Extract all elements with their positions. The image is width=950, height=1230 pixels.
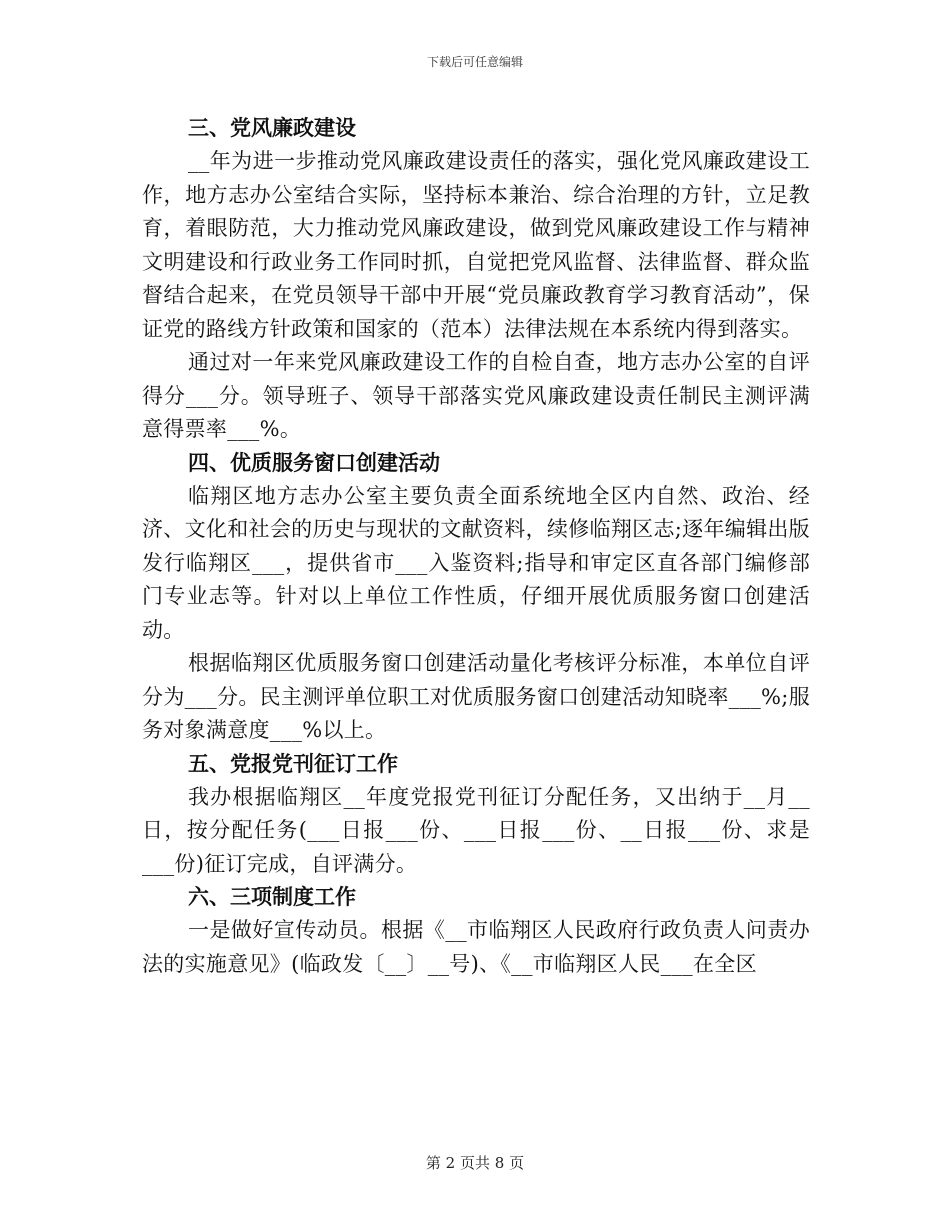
section-heading-4: 四、优质服务窗口创建活动 xyxy=(188,450,440,475)
section-heading-3: 三、党风廉政建设 xyxy=(188,116,356,140)
section-heading-5: 五、党报党刊征订工作 xyxy=(188,751,398,776)
document-body xyxy=(142,112,810,981)
section-3-paragraph-2: 通过对一年来党风廉政建设工作的自检自查，地方志办公室的自评得分___分。领导班子、领导干部落实党风廉政建设责任制民主测评满意得票率___%。 xyxy=(142,350,810,441)
page-footer: 第 2 页共 8 页 xyxy=(425,1154,525,1172)
section-3-paragraph-1: __年为进一步推动党风廉政建设责任的落实，强化党风廉政建设工作，地方志办公室结合实际，坚持标本兼治、综合治理的方针，立足教育，着眼防范，大力推动党风廉政建设，做到党风廉政建设工作与精神文明建设和行政业务工作同时抓，自觉把党风监督、法律监督、群众监督结合起来，在党员领导干部中开展“党员廉政教育学习教育活动”，保证党的路线方针政策和国家的（范本）法律法规在本系统内得到落实。 xyxy=(142,149,810,341)
section-heading-6: 六、三项制度工作 xyxy=(188,885,356,909)
section-4-paragraph-1: 临翔区地方志办公室主要负责全面系统地全区内自然、政治、经济、文化和社会的历史与现状的文献资料，续修临翔区志;逐年编辑出版发行临翔区___，提供省市___入鉴资料;指导和审定区直各部门编修部门专业志等。针对以上单位工作性质，仔细开展优质服务窗口创建活动。 xyxy=(142,483,810,642)
section-4-paragraph-2: 根据临翔区优质服务窗口创建活动量化考核评分标准，本单位自评分为___分。民主测评单位职工对优质服务窗口创建活动知晓率___%;服务对象满意度___%以上。 xyxy=(142,651,810,742)
section-5-paragraph-1: 我办根据临翔区__年度党报党刊征订分配任务，又出纳于__月__日，按分配任务(___日报___份、___日报___份、__日报___份、求是___份)征订完成，自评满分。 xyxy=(142,784,810,876)
page-header: 下载后可任意编辑 xyxy=(426,55,523,69)
section-6-paragraph-1: 一是做好宣传动员。根据《__市临翔区人民政府行政负责人问责办法的实施意见》(临政发〔__〕__号)、《__市临翔区人民___在全区 xyxy=(142,918,810,976)
